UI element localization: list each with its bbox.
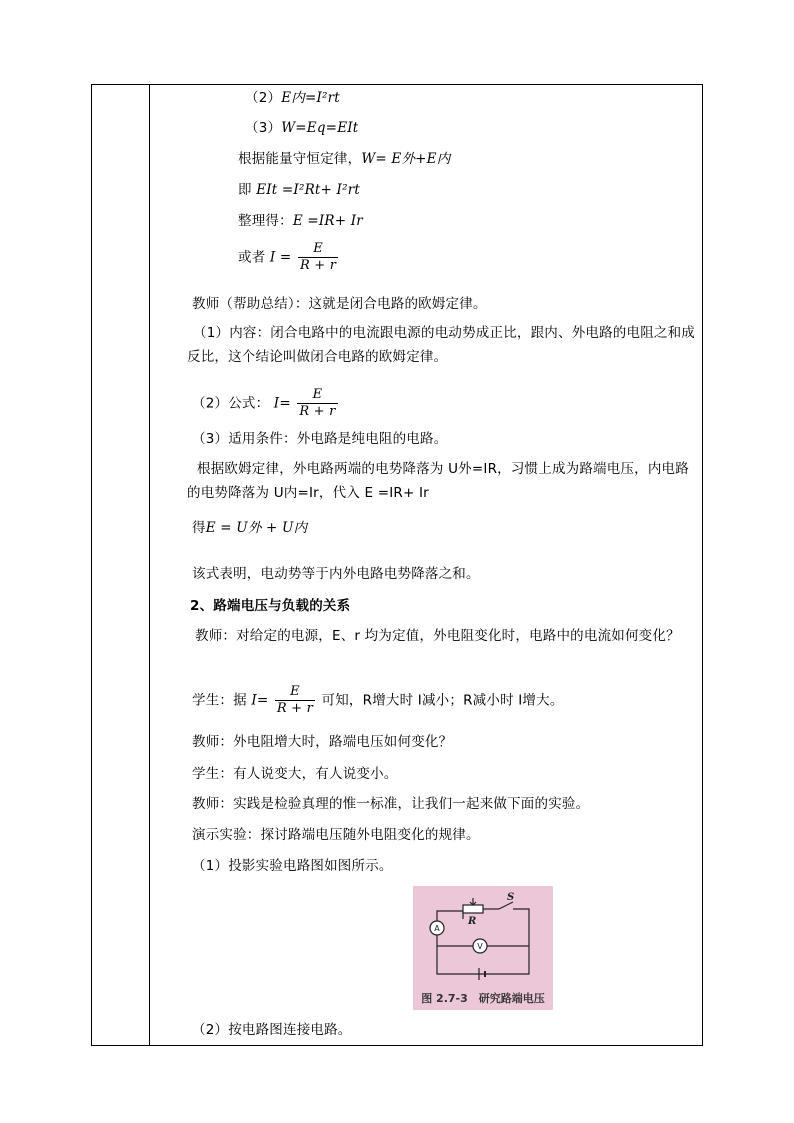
fraction: $\frac{E}{R + r}$ [299, 387, 336, 419]
fraction: $\frac{E}{R + r}$ [299, 241, 337, 273]
ohm-paragraph: 根据欧姆定律，外电路两端的电势降落为 U外=IR，习惯上成为路端电压，内电路的电势降落为 U内=Ir，代入 E =IR+ Ir [187, 461, 689, 501]
lesson-table [91, 84, 703, 1046]
voltmeter-label: V [477, 942, 483, 951]
circuit-figure [413, 886, 553, 1010]
energy-conservation: 根据能量守恒定律，W= E外+E内 [238, 151, 451, 167]
step-2: （2）按电路图连接电路。 [192, 1022, 352, 1038]
content-cell [150, 85, 702, 1045]
student-answer-1: 学生：据 I= $\frac{E}{R + r}$ 可知，R增大时 I减小；R减小时 I增大。 [192, 684, 564, 716]
section-heading: 2、路端电压与负载的关系 [190, 598, 351, 614]
demo-experiment: 演示实验：探讨路端电压随外电阻变化的规律。 [192, 827, 480, 843]
fraction: $\frac{E}{R + r}$ [276, 684, 314, 716]
step-1: （1）投影实验电路图如图所示。 [192, 858, 393, 874]
result-equation: 得E = U外 + U内 [192, 520, 308, 536]
eq-internal-energy: （2）E内=I²rt [245, 90, 340, 106]
law-condition: （3）适用条件：外电路是纯电阻的电路。 [192, 431, 448, 447]
eq-simplified: 整理得：E =IR+ Ir [238, 213, 363, 229]
teacher-question-2: 教师：外电阻增大时，路端电压如何变化？ [192, 734, 453, 750]
teacher-question-3: 教师：实践是检验真理的惟一标准，让我们一起来做下面的实验。 [192, 796, 590, 812]
law-content: （1）内容：闭合电路中的电流跟电源的电动势成正比，跟内、外电路的电阻之和成反比，这个结论叫做闭合电路的欧姆定律。 [187, 325, 695, 365]
eq-expanded: 即 EIt =I²Rt+ I²rt [238, 182, 360, 198]
eq-current-fraction: 或者 I = $\frac{E}{R + r}$ [238, 241, 337, 273]
law-formula: （2）公式： I= $\frac{E}{R + r}$ [192, 387, 336, 419]
switch-label: S [507, 892, 515, 903]
ammeter-label: A [434, 924, 440, 933]
eq-work: （3）W=Eq=EIt [245, 120, 359, 136]
sum-statement: 该式表明，电动势等于内外电路电势降落之和。 [192, 566, 480, 582]
student-answer-2: 学生：有人说变大，有人说变小。 [192, 766, 398, 782]
resistor-label: R [468, 916, 477, 927]
teacher-summary: 教师（帮助总结）：这就是闭合电路的欧姆定律。 [192, 296, 487, 312]
figure-caption: 图 2.7-3 研究路端电压 [421, 992, 545, 1005]
teacher-question-1: 教师：对给定的电源，E、r 均为定值，外电阻变化时，电路中的电流如何变化？ [195, 628, 680, 644]
